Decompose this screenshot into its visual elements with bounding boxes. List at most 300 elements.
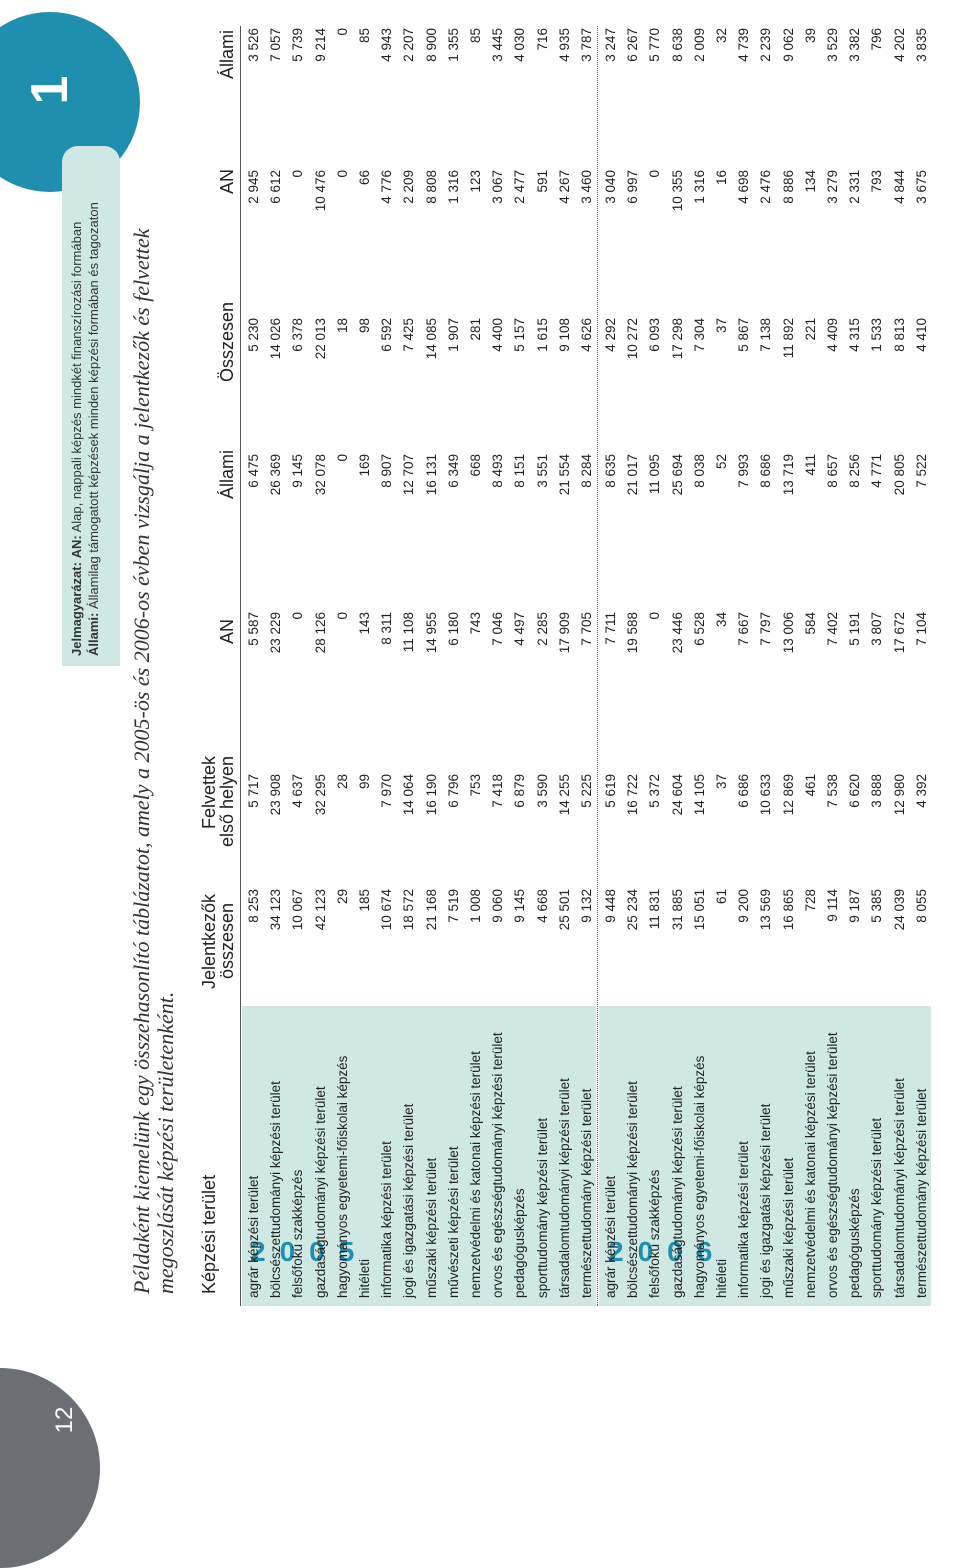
row-area-label: sporttudomány képzési terület xyxy=(869,1117,885,1298)
cell-all2: 4 030 xyxy=(512,28,528,62)
cell-ossz: 221 xyxy=(802,318,818,341)
cell-all2: 7 057 xyxy=(268,28,284,62)
row-area-label: orvos és egészségtudományi képzési terület xyxy=(825,1032,840,1298)
cell-an2: 16 xyxy=(714,170,729,186)
cell-all2: 3 787 xyxy=(579,28,594,62)
cell-an1: 0 xyxy=(290,612,306,620)
cell-jel: 9 145 xyxy=(512,889,528,923)
cell-ossz: 18 xyxy=(334,318,350,334)
cell-fel: 7 418 xyxy=(490,774,506,808)
header-applicants-2: összesen xyxy=(217,902,237,979)
cell-fel: 5 225 xyxy=(579,774,594,808)
cell-fel: 4 392 xyxy=(913,774,929,808)
cell-all1: 52 xyxy=(714,454,729,470)
cell-fel: 16 722 xyxy=(625,774,641,816)
cell-all1: 11 095 xyxy=(647,454,663,495)
legend-heading: Jelmagyarázat: xyxy=(69,562,84,656)
cell-an1: 743 xyxy=(468,612,483,635)
table-row xyxy=(866,26,888,1306)
row-area-label: természettudomány képzési terület xyxy=(579,1088,594,1298)
cell-all1: 8 151 xyxy=(512,454,528,488)
cell-all2: 2 009 xyxy=(691,28,707,62)
table-row xyxy=(443,26,465,1306)
cell-all2: 716 xyxy=(534,28,550,51)
cell-jel: 9 132 xyxy=(579,889,594,923)
cell-all2: 39 xyxy=(802,28,818,44)
cell-all1: 3 551 xyxy=(534,454,550,488)
row-area-label: műszaki képzési terület xyxy=(780,1157,796,1298)
cell-all1: 169 xyxy=(357,454,372,477)
cell-an1: 143 xyxy=(357,612,372,635)
cell-an1: 6 180 xyxy=(445,612,461,646)
header-admitted-2: első helyen xyxy=(217,755,237,847)
cell-fel: 5 619 xyxy=(603,774,618,808)
cell-all1: 668 xyxy=(468,454,483,477)
cell-ossz: 17 298 xyxy=(669,318,685,360)
cell-jel: 34 123 xyxy=(268,889,284,931)
cell-jel: 9 448 xyxy=(603,889,618,923)
cell-all1: 20 805 xyxy=(891,454,907,496)
cell-jel: 16 865 xyxy=(780,889,796,931)
row-area-label: bölcsészettudományi képzési terület xyxy=(625,1081,641,1298)
cell-ossz: 7 425 xyxy=(401,318,417,352)
cell-all2: 3 445 xyxy=(490,28,506,62)
cell-an1: 7 797 xyxy=(758,612,774,646)
header-an-2: AN xyxy=(217,168,237,194)
cell-an2: 4 844 xyxy=(891,170,907,204)
cell-fel: 12 980 xyxy=(891,774,907,816)
table-row xyxy=(576,26,598,1306)
year-label-2005: 2005 xyxy=(250,1236,369,1267)
cell-an2: 0 xyxy=(647,170,663,178)
cell-jel: 21 168 xyxy=(423,889,439,931)
cell-ossz: 4 409 xyxy=(825,318,840,352)
legend-an-text: Alap, nappali képzés mindkét finanszírozási formában xyxy=(69,221,84,536)
table-row xyxy=(822,26,844,1306)
legend-line-an xyxy=(68,156,85,656)
cell-fel: 99 xyxy=(357,774,372,790)
cell-fel: 10 633 xyxy=(758,774,774,816)
cell-ossz: 14 026 xyxy=(268,318,284,360)
table-row xyxy=(465,26,487,1306)
cell-all1: 8 038 xyxy=(691,454,707,488)
cell-all1: 16 131 xyxy=(423,454,439,496)
header-rule xyxy=(240,26,241,1306)
cell-an1: 23 229 xyxy=(268,612,284,654)
header-allami-1: Állami xyxy=(217,449,237,499)
cell-an1: 14 955 xyxy=(423,612,439,654)
cell-all2: 5 770 xyxy=(647,28,663,62)
cell-an2: 10 355 xyxy=(669,170,685,212)
cell-an2: 591 xyxy=(534,170,550,193)
cell-all1: 21 554 xyxy=(556,454,572,496)
cell-an1: 8 311 xyxy=(379,612,395,645)
row-area-label: hitéleti xyxy=(714,1258,729,1298)
row-area-label: jogi és igazgatási képzési terület xyxy=(758,1103,774,1298)
cell-all1: 8 657 xyxy=(825,454,840,488)
cell-an2: 66 xyxy=(357,170,372,186)
cell-fel: 24 604 xyxy=(669,774,685,816)
cell-an1: 7 046 xyxy=(490,612,506,646)
cell-an2: 2 331 xyxy=(847,170,863,204)
cell-jel: 8 055 xyxy=(913,889,929,923)
cell-all1: 25 694 xyxy=(669,454,685,496)
cell-an2: 8 886 xyxy=(780,170,796,204)
row-area-label: hagyományos egyetemi-főiskolai képzés xyxy=(691,1055,707,1298)
cell-jel: 42 123 xyxy=(312,889,328,931)
cell-fel: 7 970 xyxy=(379,774,395,808)
cell-an2: 6 612 xyxy=(268,170,284,204)
table-row xyxy=(376,26,398,1306)
cell-all1: 6 475 xyxy=(246,454,261,488)
cell-fel: 6 796 xyxy=(445,774,461,808)
cell-an1: 23 446 xyxy=(669,612,685,654)
row-area-label: jogi és igazgatási képzési terület xyxy=(401,1103,417,1298)
cell-jel: 5 385 xyxy=(869,889,885,923)
cell-ossz: 7 304 xyxy=(691,318,707,352)
row-area-label: pedagógusképzés xyxy=(847,1188,863,1298)
legend-an-key: AN: xyxy=(69,535,84,559)
cell-ossz: 8 813 xyxy=(891,318,907,352)
row-area-label: agrár képzési terület xyxy=(603,1175,618,1298)
cell-an1: 17 672 xyxy=(891,612,907,654)
cell-all2: 85 xyxy=(357,28,372,44)
cell-jel: 728 xyxy=(802,889,818,912)
legend-box xyxy=(62,146,120,666)
table-row xyxy=(332,26,354,1306)
cell-all2: 4 739 xyxy=(736,28,752,62)
cell-fel: 32 295 xyxy=(312,774,328,816)
row-area-label: természettudomány képzési terület xyxy=(913,1088,929,1298)
cell-jel: 25 501 xyxy=(556,889,572,931)
cell-an2: 3 040 xyxy=(603,170,618,204)
cell-an2: 4 776 xyxy=(379,170,395,204)
table-row xyxy=(600,26,622,1306)
row-area-label: hagyományos egyetemi-főiskolai képzés xyxy=(334,1055,350,1298)
table-row xyxy=(509,26,531,1306)
cell-all1: 26 369 xyxy=(268,454,284,496)
cell-all2: 3 526 xyxy=(246,28,261,62)
cell-ossz: 4 400 xyxy=(490,318,506,352)
cell-fel: 7 538 xyxy=(825,774,840,808)
table-row xyxy=(844,26,866,1306)
cell-an1: 0 xyxy=(334,612,350,620)
cell-ossz: 98 xyxy=(357,318,372,334)
table-row xyxy=(689,26,711,1306)
cell-an2: 0 xyxy=(334,170,350,178)
cell-jel: 1 008 xyxy=(468,889,483,923)
header-area: Képzési terület xyxy=(199,1174,219,1294)
cell-ossz: 5 157 xyxy=(512,318,528,352)
cell-all2: 8 638 xyxy=(669,28,685,62)
cell-ossz: 7 138 xyxy=(758,318,774,352)
cell-ossz: 6 592 xyxy=(379,318,395,352)
cell-an2: 2 945 xyxy=(246,170,261,204)
cell-fel: 6 879 xyxy=(512,774,528,808)
table-row xyxy=(310,26,332,1306)
table-row xyxy=(644,26,666,1306)
table-row xyxy=(667,26,689,1306)
cell-fel: 16 190 xyxy=(423,774,439,816)
cell-fel: 23 908 xyxy=(268,774,284,816)
row-area-label: informatika képzési terület xyxy=(736,1141,752,1298)
cell-ossz: 37 xyxy=(714,318,729,334)
cell-an2: 2 209 xyxy=(401,170,417,204)
cell-fel: 28 xyxy=(334,774,350,790)
row-area-label: bölcsészettudományi képzési terület xyxy=(268,1081,284,1298)
table-row xyxy=(421,26,443,1306)
cell-jel: 4 668 xyxy=(534,889,550,923)
row-area-label: nemzetvédelmi és katonai képzési terület xyxy=(468,1051,483,1298)
cell-jel: 24 039 xyxy=(891,889,907,931)
cell-an1: 7 705 xyxy=(579,612,594,646)
cell-an1: 7 402 xyxy=(825,612,840,646)
cell-an2: 4 267 xyxy=(556,170,572,204)
cell-an1: 584 xyxy=(802,612,818,635)
cell-an1: 13 006 xyxy=(780,612,796,654)
cell-all1: 8 635 xyxy=(603,454,618,488)
row-area-label: felsőfokú szakképzés xyxy=(647,1169,663,1298)
cell-ossz: 1 907 xyxy=(445,318,461,352)
cell-ossz: 4 292 xyxy=(603,318,618,352)
cell-an1: 11 108 xyxy=(401,612,417,653)
cell-ossz: 281 xyxy=(468,318,483,341)
row-area-label: nemzetvédelmi és katonai képzési terület xyxy=(802,1051,818,1298)
row-area-label: társadalomtudományi képzési terület xyxy=(891,1078,907,1298)
cell-jel: 61 xyxy=(714,889,729,905)
row-area-label: sporttudomány képzési terület xyxy=(534,1117,550,1298)
cell-an2: 134 xyxy=(802,170,818,193)
cell-all1: 0 xyxy=(334,454,350,462)
row-area-label: hitéleti xyxy=(357,1258,372,1298)
cell-an1: 2 285 xyxy=(534,612,550,646)
header-osszesen: Összesen xyxy=(217,301,237,382)
cell-all2: 4 943 xyxy=(379,28,395,62)
cell-an2: 4 698 xyxy=(736,170,752,204)
cell-jel: 29 xyxy=(334,889,350,905)
cell-an2: 123 xyxy=(468,170,483,193)
legend-allami-key: Állami: xyxy=(86,612,101,656)
cell-all1: 8 493 xyxy=(490,454,506,488)
cell-jel: 7 519 xyxy=(445,889,461,923)
cell-all1: 13 719 xyxy=(780,454,796,496)
cell-ossz: 6 093 xyxy=(647,318,663,352)
cell-all2: 85 xyxy=(468,28,483,44)
cell-all2: 6 267 xyxy=(625,28,641,62)
cell-all1: 8 284 xyxy=(579,454,594,488)
cell-an1: 5 191 xyxy=(847,612,863,646)
cell-all1: 7 522 xyxy=(913,454,929,488)
cell-all2: 3 835 xyxy=(913,28,929,62)
cell-fel: 14 105 xyxy=(691,774,707,816)
cell-ossz: 1 533 xyxy=(869,318,885,352)
cell-all1: 8 907 xyxy=(379,454,395,488)
row-area-label: gazdaságtudományi képzési terület xyxy=(312,1086,328,1298)
cell-an2: 10 476 xyxy=(312,170,328,212)
cell-fel: 5 717 xyxy=(246,774,261,808)
cell-fel: 6 620 xyxy=(847,774,863,808)
cell-all2: 2 239 xyxy=(758,28,774,62)
table-row xyxy=(554,26,576,1306)
cell-ossz: 1 615 xyxy=(534,318,550,352)
cell-an1: 5 587 xyxy=(246,612,261,646)
cell-an1: 7 667 xyxy=(736,612,752,646)
cell-an1: 0 xyxy=(647,612,663,620)
cell-all2: 9 214 xyxy=(312,28,328,62)
cell-an1: 6 528 xyxy=(691,612,707,646)
cell-fel: 5 372 xyxy=(647,774,663,808)
cell-all2: 3 529 xyxy=(825,28,840,62)
cell-jel: 9 114 xyxy=(825,889,840,922)
table-row xyxy=(911,26,933,1306)
table-row xyxy=(800,26,822,1306)
cell-an2: 8 808 xyxy=(423,170,439,204)
cell-an1: 17 909 xyxy=(556,612,572,654)
cell-all2: 9 062 xyxy=(780,28,796,62)
row-area-label: művészeti képzési terület xyxy=(445,1146,461,1298)
row-area-label: informatika képzési terület xyxy=(379,1141,395,1298)
row-area-label: műszaki képzési terület xyxy=(423,1157,439,1298)
cell-an1: 3 807 xyxy=(869,612,885,646)
cell-an1: 4 497 xyxy=(512,612,528,646)
cell-jel: 9 200 xyxy=(736,889,752,923)
cell-jel: 9 060 xyxy=(490,889,506,923)
cell-an2: 3 460 xyxy=(579,170,594,204)
cell-all1: 21 017 xyxy=(625,454,641,496)
legend-line-allami xyxy=(85,156,102,656)
cell-all1: 9 145 xyxy=(290,454,306,488)
cell-fel: 37 xyxy=(714,774,729,790)
page-number: 12 xyxy=(51,1406,78,1434)
cell-ossz: 6 378 xyxy=(290,318,306,352)
cell-an1: 7 104 xyxy=(913,612,929,646)
header-an-1: AN xyxy=(217,618,237,644)
table-row xyxy=(733,26,755,1306)
cell-fel: 753 xyxy=(468,774,483,797)
cell-an2: 3 675 xyxy=(913,170,929,204)
cell-jel: 15 051 xyxy=(691,889,707,931)
row-area-label: pedagógusképzés xyxy=(512,1188,528,1298)
cell-fel: 12 869 xyxy=(780,774,796,816)
cell-all2: 2 207 xyxy=(401,28,417,62)
cell-fel: 461 xyxy=(802,774,818,797)
cell-ossz: 9 108 xyxy=(556,318,572,352)
cell-ossz: 14 085 xyxy=(423,318,439,360)
cell-ossz: 4 315 xyxy=(847,318,863,352)
year-divider xyxy=(597,26,598,1306)
header-admitted-1: Felvettek xyxy=(199,755,219,829)
cell-jel: 10 674 xyxy=(379,889,395,931)
header-applicants-1: Jelentkezők xyxy=(199,893,219,989)
cell-all2: 4 202 xyxy=(891,28,907,62)
cell-an2: 793 xyxy=(869,170,885,193)
cell-an2: 3 067 xyxy=(490,170,506,204)
cell-all2: 4 935 xyxy=(556,28,572,62)
cell-all1: 411 xyxy=(802,454,818,476)
year-label-2006: 2006 xyxy=(608,1236,727,1267)
cell-fel: 3 590 xyxy=(534,774,550,808)
cell-all2: 1 355 xyxy=(445,28,461,62)
cell-all2: 5 739 xyxy=(290,28,306,62)
cell-fel: 3 888 xyxy=(869,774,885,808)
cell-an2: 3 279 xyxy=(825,170,840,204)
cell-all1: 6 349 xyxy=(445,454,461,488)
chapter-number: 1 xyxy=(21,75,79,105)
table-row xyxy=(398,26,420,1306)
legend-allami-text: Államilag támogatott képzések minden képzési formában és tagozaton xyxy=(86,202,101,613)
cell-an1: 19 588 xyxy=(625,612,641,654)
table-row xyxy=(532,26,554,1306)
table-row xyxy=(243,26,265,1306)
cell-an1: 28 126 xyxy=(312,612,328,654)
cell-jel: 31 885 xyxy=(669,889,685,931)
cell-all2: 0 xyxy=(334,28,350,36)
cell-fel: 4 637 xyxy=(290,774,306,808)
cell-all1: 7 993 xyxy=(736,454,752,488)
cell-jel: 8 253 xyxy=(246,889,261,923)
cell-an2: 1 316 xyxy=(445,170,461,204)
cell-all1: 8 256 xyxy=(847,454,863,488)
header-allami-2: Állami xyxy=(217,29,237,79)
cell-all2: 32 xyxy=(714,28,729,44)
table-row xyxy=(755,26,777,1306)
cell-jel: 18 572 xyxy=(401,889,417,931)
cell-all1: 4 771 xyxy=(869,454,885,488)
cell-all2: 3 247 xyxy=(603,28,618,62)
cell-ossz: 5 230 xyxy=(246,318,261,352)
cell-ossz: 22 013 xyxy=(312,318,328,360)
table-row xyxy=(778,26,800,1306)
cell-jel: 9 187 xyxy=(847,889,863,923)
cell-ossz: 5 867 xyxy=(736,318,752,352)
cell-an2: 2 477 xyxy=(512,170,528,204)
cell-all1: 8 686 xyxy=(758,454,774,488)
cell-an1: 34 xyxy=(714,612,729,628)
cell-jel: 185 xyxy=(357,889,372,912)
table-row xyxy=(265,26,287,1306)
cell-ossz: 11 892 xyxy=(780,318,796,359)
cell-jel: 11 831 xyxy=(647,889,663,930)
cell-an2: 6 997 xyxy=(625,170,641,204)
cell-an1: 7 711 xyxy=(603,612,618,645)
cell-fel: 14 064 xyxy=(401,774,417,816)
cell-fel: 6 686 xyxy=(736,774,752,808)
cell-all2: 796 xyxy=(869,28,885,51)
table-row xyxy=(487,26,509,1306)
row-area-label: felsőfokú szakképzés xyxy=(290,1169,306,1298)
cell-jel: 10 067 xyxy=(290,889,306,931)
cell-jel: 13 569 xyxy=(758,889,774,931)
cell-all2: 3 382 xyxy=(847,28,863,62)
cell-jel: 25 234 xyxy=(625,889,641,931)
table-row xyxy=(711,26,733,1306)
cell-an2: 0 xyxy=(290,170,306,178)
row-area-label: társadalomtudományi képzési terület xyxy=(556,1078,572,1298)
cell-all1: 12 707 xyxy=(401,454,417,496)
page-title: Példaként kiemelünk egy összehasonlító táblázatot, amely a 2005-ös és 2006-os évben vizsgálja a jelentkezők és felvettek megoszlását képzési területenként. xyxy=(129,228,178,1294)
cell-an2: 1 316 xyxy=(691,170,707,204)
table-row xyxy=(354,26,376,1306)
cell-ossz: 10 272 xyxy=(625,318,641,360)
table-row xyxy=(889,26,911,1306)
cell-all1: 32 078 xyxy=(312,454,328,496)
cell-ossz: 4 410 xyxy=(913,318,929,352)
cell-all2: 8 900 xyxy=(423,28,439,62)
cell-ossz: 4 626 xyxy=(579,318,594,352)
cell-fel: 14 255 xyxy=(556,774,572,816)
row-area-label: gazdaságtudományi képzési terület xyxy=(669,1086,685,1298)
cell-an2: 2 476 xyxy=(758,170,774,204)
